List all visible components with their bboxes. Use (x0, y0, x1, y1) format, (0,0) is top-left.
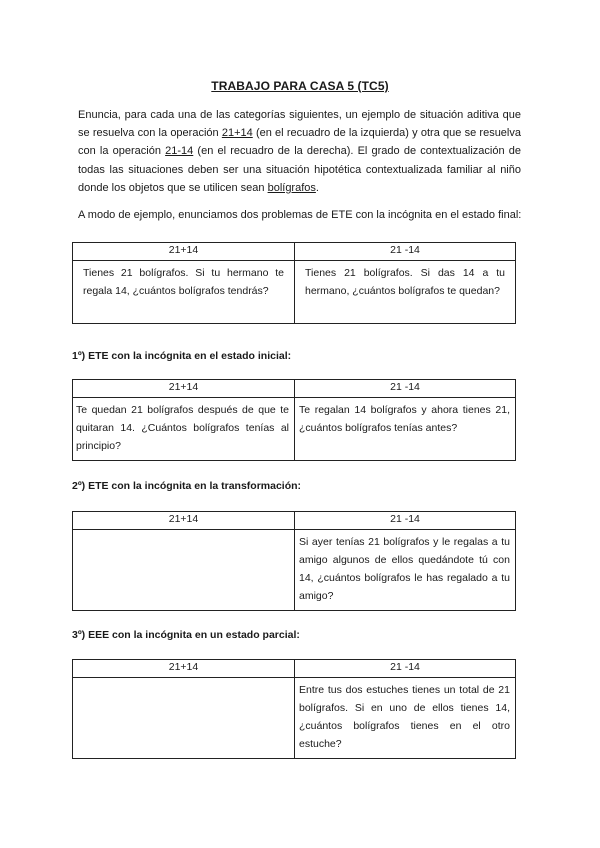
header-sub: 21 -14 (295, 243, 516, 261)
answer-cell-sub: Entre tus dos estuches tienes un total de 21 bolígrafos. Si en uno de ellos tienes 14, ¿cuántos bolígrafos tienes en el otro estuche? (295, 678, 516, 759)
operation-sub: 21-14 (165, 145, 194, 158)
section-3-heading: 3º) EEE con la incógnita en un estado parcial: (72, 629, 300, 641)
table-header-row (73, 512, 516, 530)
example-intro: A modo de ejemplo, enunciamos dos problemas de ETE con la incógnita en el estado final: (78, 209, 522, 221)
answer-cell-add (73, 530, 295, 611)
header-add: 21+14 (73, 512, 295, 530)
header-sub: 21 -14 (295, 512, 516, 530)
section-2-table (72, 511, 516, 611)
instructions-paragraph (78, 106, 521, 197)
instructions-part2: (en el recuadro de la izquierda) y otra que se resuelva con la operación (78, 127, 521, 158)
header-add: 21+14 (73, 380, 295, 398)
answer-cell-sub: Te regalan 14 bolígrafos y ahora tienes 21, ¿cuántos bolígrafos tenías antes? (295, 398, 516, 461)
example-table (72, 242, 516, 324)
instructions-part3: (en el recuadro de la derecha). El grado de contextualización de todas las situaciones deben ser una situación hipotética contextualizada familiar al niño donde los objetos que se utilicen sean (78, 145, 522, 194)
instructions-part4: . (315, 181, 319, 194)
header-sub: 21 -14 (295, 660, 516, 678)
answer-cell-add (73, 678, 295, 759)
instructions-part1: Enuncia, para cada una de las categorías siguientes, un ejemplo de situación aditiva que se resuelva con la operación (78, 109, 521, 140)
example-cell-add: Tienes 21 bolígrafos. Si tu hermano te regala 14, ¿cuántos bolígrafos tendrás? (73, 261, 295, 324)
table-header-row (73, 380, 516, 398)
header-sub: 21 -14 (295, 380, 516, 398)
table-row (73, 530, 516, 611)
header-add: 21+14 (73, 243, 295, 261)
header-add: 21+14 (73, 660, 295, 678)
table-row (73, 678, 516, 759)
answer-cell-add: Te quedan 21 bolígrafos después de que te quitaran 14. ¿Cuántos bolígrafos tenías al principio? (73, 398, 295, 461)
operation-add: 21+14 (221, 127, 253, 140)
section-1-table (72, 379, 516, 461)
section-3-table (72, 659, 516, 759)
answer-cell-sub: Si ayer tenías 21 bolígrafos y le regalas a tu amigo algunos de ellos quedándote tú con 14, ¿cuántos bolígrafos le has regalado a tu amigo? (295, 530, 516, 611)
section-1-heading: 1º) ETE con la incógnita en el estado inicial: (72, 350, 292, 362)
table-row (73, 261, 516, 324)
table-row (73, 398, 516, 461)
object-word: bolígrafos (267, 181, 316, 194)
table-header-row (73, 660, 516, 678)
section-2-heading: 2º) ETE con la incógnita en la transformación: (72, 480, 302, 492)
example-cell-sub: Tienes 21 bolígrafos. Si das 14 a tu hermano, ¿cuántos bolígrafos te quedan? (295, 261, 516, 324)
document-title: TRABAJO PARA CASA 5 (TC5) (211, 79, 389, 93)
table-header-row (73, 243, 516, 261)
